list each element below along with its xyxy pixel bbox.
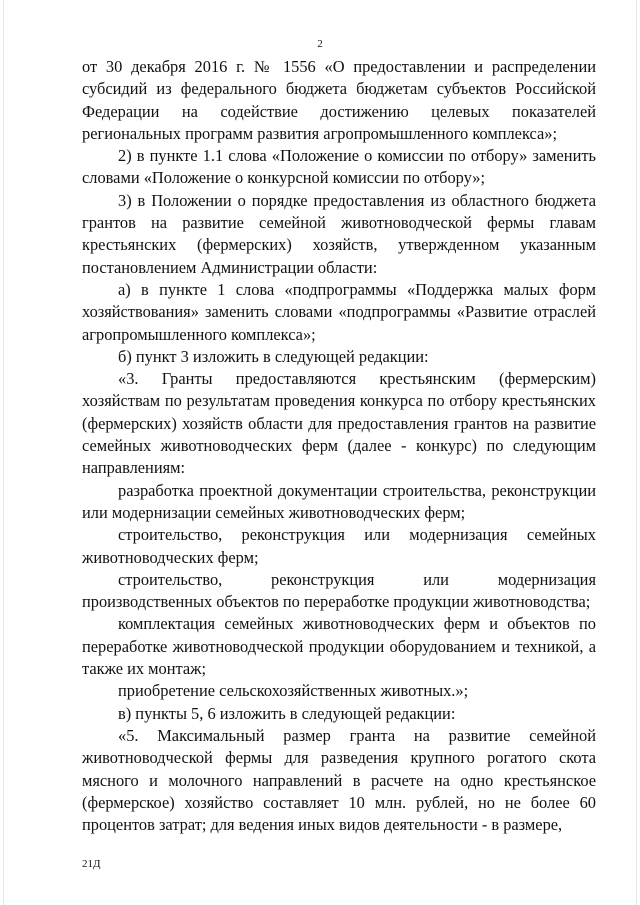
paragraph: приобретение сельскохозяйственных животных.»;: [118, 681, 469, 701]
paragraph: 2) в пункте 1.1 слова «Положение о комиссии по отбору» заменить словами «Положение о конкурсной комиссии по отбору»;: [82, 146, 596, 188]
page-number: 2: [317, 38, 323, 50]
paragraph: «3. Гранты предоставляются крестьянским (фермерским) хозяйствам по результатам проведения конкурса по отбору крестьянских (фермерских) хозяйств области для предоставления грантов на развитие семейных животноводческих ферм (далее - конкурс) по следующим направлениям:: [82, 369, 596, 478]
paragraph: от 30 декабря 2016 г. № 1556 «О предоставлении и распределении субсидий из федерального бюджета бюджетам субъектов Российской Федерации на содействие достижению целевых показателей региональных программ развития агропромышленного комплекса»;: [82, 57, 596, 143]
paragraph: строительство, реконструкция или модернизация производственных объектов по переработке продукции животноводства;: [82, 569, 596, 612]
paragraph: 3) в Положении о порядке предоставления из областного бюджета грантов на развитие семейной животноводческой фермы главам крестьянских (фермерских) хозяйств, утвержденном указанным постановлением Администрации области:: [82, 190, 596, 277]
paragraph: строительство, реконструкция или модернизация семейных животноводческих ферм;: [82, 525, 596, 567]
paragraph: б) пункт 3 изложить в следующей редакции:: [118, 346, 429, 366]
footer-code: 21Д: [82, 858, 101, 870]
document-body: [82, 56, 596, 836]
paragraph: а) в пункте 1 слова «подпрограммы «Поддержка малых форм хозяйствования» заменить словами «подпрограммы «Развитие отраслей агропромышленного комплекса»;: [82, 279, 596, 344]
paragraph: комплектация семейных животноводческих ферм и объектов по переработке животноводческой продукции оборудованием и техникой, а также их монтаж;: [82, 614, 596, 679]
paragraph: в) пункты 5, 6 изложить в следующей редакции:: [118, 703, 456, 723]
paragraph: «5. Максимальный размер гранта на развитие семейной животноводческой фермы для разведения крупного рогатого скота мясного и молочного направлений в расчете на одно крестьянское (фермерское) хозяйство составляет 10 млн. рублей, но не более 60 процентов затрат; для ведения иных видов деятельности - в размере,: [82, 725, 596, 835]
right-scan-edge: [636, 0, 637, 905]
paragraph: разработка проектной документации строительства, реконструкции или модернизации семейных животноводческих ферм;: [82, 480, 596, 522]
left-scan-edge: [3, 0, 4, 905]
